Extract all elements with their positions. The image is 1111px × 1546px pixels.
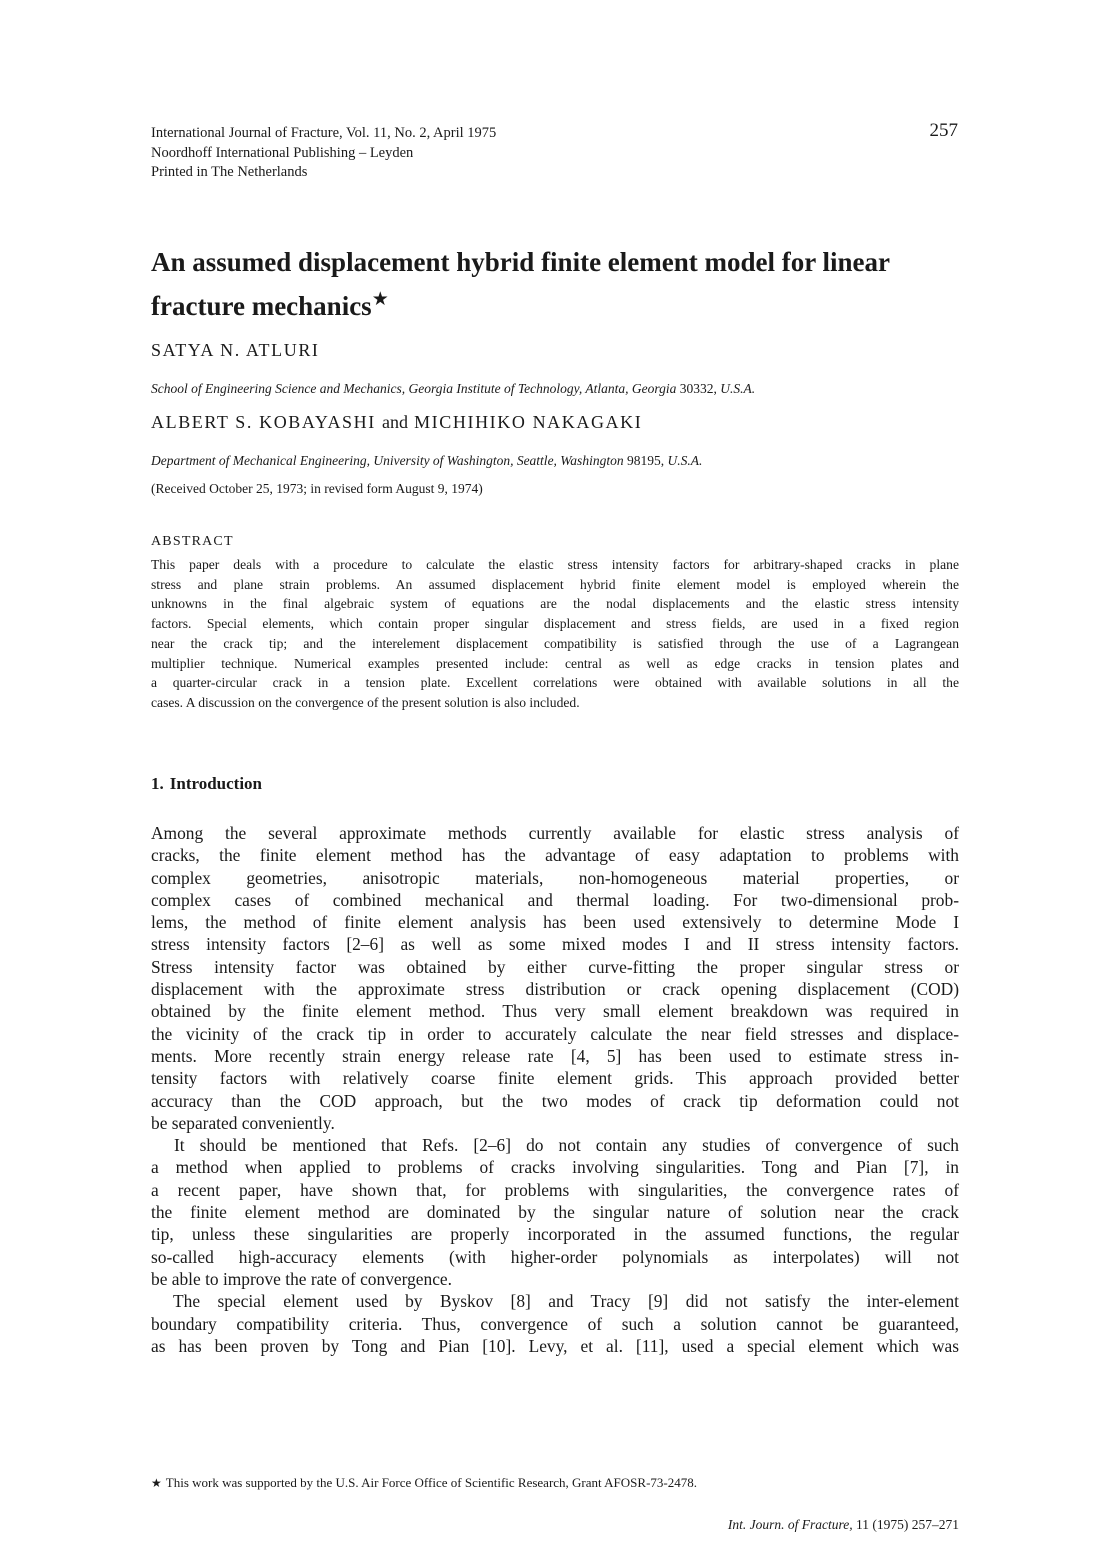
body-line: It should be mentioned that Refs. [2–6] do not contain any studies of convergence of such (174, 1135, 959, 1156)
abstract-body (151, 555, 959, 713)
abstract-line: near the crack tip; and the interelement displacement compatibility is satisfied through the use of a Lagrangean (151, 635, 959, 651)
body-line: Stress intensity factor was obtained by either curve-fitting the proper singular stress or (151, 956, 959, 977)
affiliation-washington (151, 453, 702, 469)
section-heading-introduction (151, 774, 262, 794)
body-line: a method when applied to problems of cracks involving singularities. Tong and Pian [7], in (151, 1157, 959, 1178)
footnote-star-icon: ★ (371, 289, 389, 310)
body-line: tensity factors with relatively coarse finite element grids. This approach provided better (151, 1068, 959, 1089)
paper-title (151, 244, 971, 325)
title-line (151, 281, 971, 325)
author-atluri: SATYA N. ATLURI (151, 340, 320, 360)
body-line: Among the several approximate methods currently available for elastic stress analysis of (151, 823, 959, 843)
body-line: cracks, the finite element method has the advantage of easy adaptation to problems with (151, 845, 959, 866)
body-line: displacement with the approximate stress distribution or crack opening displacement (COD) (151, 979, 959, 1000)
journal-line: Printed in The Netherlands (151, 164, 308, 180)
journal-info (151, 124, 496, 183)
section-title: Introduction (169, 774, 263, 793)
introduction-body (151, 822, 959, 1357)
body-line: the vicinity of the crack tip in order to accurately calculate the near field stresses and displace- (151, 1023, 959, 1044)
affiliation-georgia-tech (151, 381, 755, 397)
body-line: complex geometries, anisotropic materials, non-homogeneous material properties, or (151, 867, 959, 888)
abstract-line: This paper deals with a procedure to calculate the elastic stress intensity factors for arbitrary-shaped cracks in plane (151, 557, 959, 572)
abstract-line: multiplier technique. Numerical examples presented include: central as well as edge cracks in tension plates and (151, 655, 959, 671)
citation-journal: Int. Journ. of Fracture, (727, 1517, 853, 1532)
affiliation-country: U.S.A. (667, 453, 703, 468)
abstract-line: unknowns in the final algebraic system of equations are the nodal displacements and the elastic stress intensity (151, 596, 959, 612)
body-line: a recent paper, have shown that, for problems with singularities, the convergence rates of (151, 1179, 959, 1200)
abstract-heading: ABSTRACT (151, 534, 234, 549)
author-nakagaki: MICHIHIKO NAKAGAKI (414, 412, 643, 432)
body-line: stress intensity factors [2–6] as well as some mixed modes I and II stress intensity factors. (151, 934, 959, 955)
body-line: accuracy than the COD approach, but the two modes of crack tip deformation could not (151, 1090, 959, 1111)
citation-details: 11 (1975) 257–271 (856, 1517, 959, 1532)
journal-line: International Journal of Fracture, Vol. 11, No. 2, April 1975 (151, 125, 497, 141)
body-line: The special element used by Byskov [8] and Tracy [9] did not satisfy the inter-element (173, 1291, 959, 1312)
title-line-text: fracture mechanics (151, 291, 372, 321)
footnote (151, 1475, 697, 1491)
authors-kobayashi-nakagaki (151, 412, 642, 433)
abstract-line: factors. Special elements, which contain proper singular displacement and stress fields, are used in a fixed region (151, 616, 959, 632)
body-line: complex cases of combined mechanical and thermal loading. For two-dimensional prob- (151, 889, 959, 910)
journal-citation (600, 1517, 959, 1533)
body-line: lems, the method of finite element analysis has been used extensively to determine Mode I (151, 912, 959, 933)
affiliation-zip: 98195, (626, 453, 665, 468)
author-kobayashi: ALBERT S. KOBAYASHI (151, 412, 376, 432)
affiliation-text: Department of Mechanical Engineering, University of Washington, Seattle, Washington (151, 453, 624, 468)
abstract-line: a quarter-circular crack in a tension plate. Excellent correlations were obtained with available solutions in all the (151, 675, 959, 691)
body-line: tip, unless these singularities are properly incorporated in the assumed functions, the regular (151, 1224, 959, 1245)
title-line: An assumed displacement hybrid finite element model for linear (151, 247, 890, 277)
affiliation-zip: 30332, (679, 381, 717, 396)
body-line: as has been proven by Tong and Pian [10]. Levy, et al. [11], used a special element which was (151, 1335, 959, 1356)
body-line: obtained by the finite element method. Thus very small element breakdown was required in (151, 1001, 959, 1022)
body-line: boundary compatibility criteria. Thus, convergence of such a solution cannot be guaranteed, (151, 1313, 959, 1334)
footnote-star-icon: ★ (151, 1476, 162, 1490)
body-line: the finite element method are dominated by the singular nature of solution near the crack (151, 1202, 959, 1223)
page-number: 257 (929, 120, 958, 141)
received-dates: (Received October 25, 1973; in revised form August 9, 1974) (151, 481, 483, 496)
abstract-line: cases. A discussion on the convergence of the present solution is also included. (151, 694, 580, 710)
journal-line: Noordhoff International Publishing – Leyden (151, 144, 414, 161)
author-conjunction: and (381, 412, 408, 432)
body-line: ments. More recently strain energy release rate [4, 5] has been used to estimate stress in- (151, 1045, 959, 1066)
body-line: be able to improve the rate of convergence. (151, 1268, 452, 1289)
body-line: so-called high-accuracy elements (with higher-order polynomials as interpolates) will not (151, 1246, 959, 1267)
affiliation-country: U.S.A. (720, 381, 756, 396)
abstract-line: stress and plane strain problems. An assumed displacement hybrid finite element model is employed wherein the (151, 576, 959, 592)
body-line: be separated conveniently. (151, 1112, 335, 1133)
footnote-text: This work was supported by the U.S. Air Force Office of Scientific Research, Grant AFOSR-73-2478. (165, 1475, 697, 1490)
section-number: 1. (151, 774, 164, 793)
affiliation-text: School of Engineering Science and Mechanics, Georgia Institute of Technology, Atlanta, Georgia (151, 381, 677, 396)
